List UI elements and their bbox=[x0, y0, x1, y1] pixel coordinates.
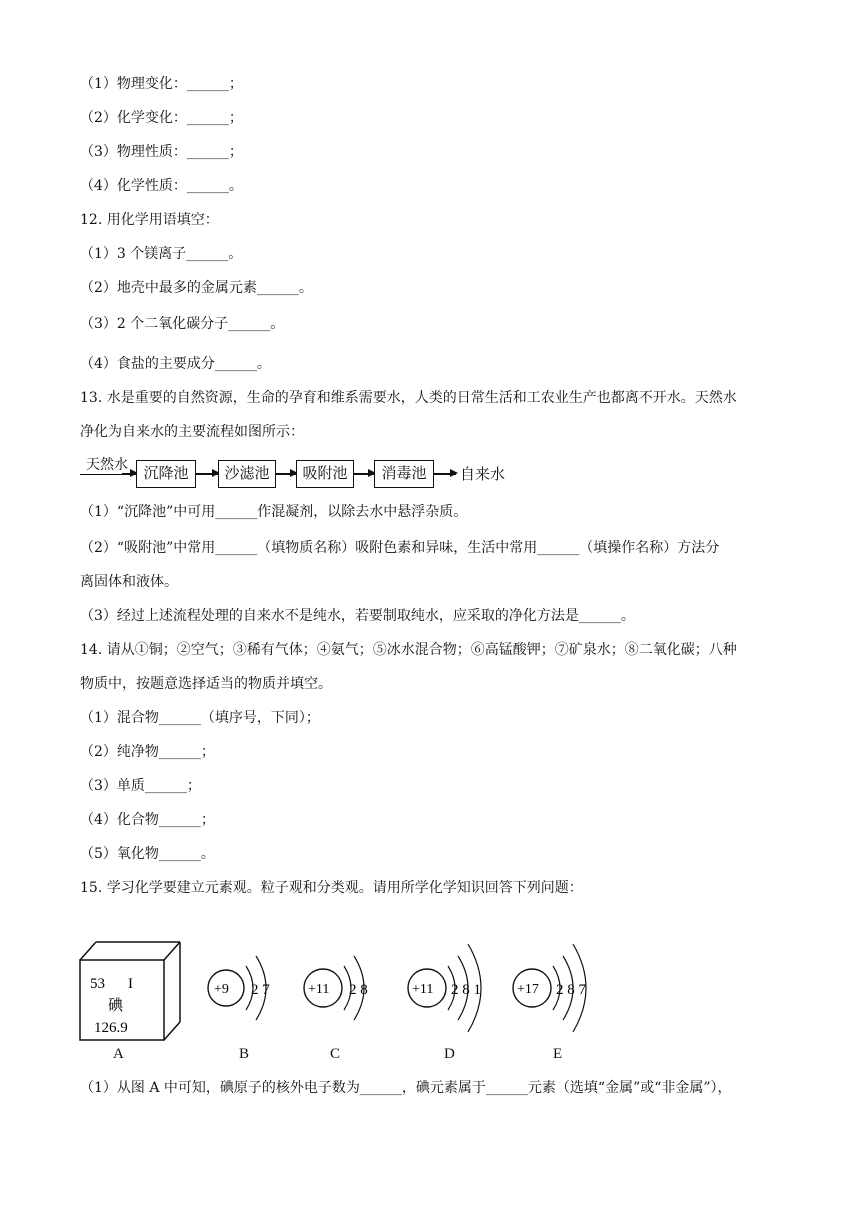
q14-item-3: （3）单质______； bbox=[80, 778, 201, 794]
flow-arrow bbox=[122, 473, 136, 475]
flow-step-1: 沉降池 bbox=[136, 460, 196, 488]
q11-item-3: （3）物理性质：______； bbox=[80, 144, 243, 160]
q12-item-3: （3）2 个二氧化碳分子______。 bbox=[80, 316, 285, 332]
q15-item-1: （1）从图 A 中可知，碘原子的核外电子数为______，碘元素属于______元素（选填“金属”或“非金属”）， bbox=[80, 1080, 732, 1096]
flow-step-4: 消毒池 bbox=[374, 460, 434, 488]
atom-diagram-d bbox=[408, 944, 481, 1032]
flow-arrow bbox=[434, 473, 456, 475]
nucleus-charge: +9 bbox=[214, 982, 229, 997]
electron-shells: 2 8 1 bbox=[451, 982, 481, 998]
cube-element-name: 碘 bbox=[108, 996, 124, 1014]
flow-arrow bbox=[276, 473, 296, 475]
flow-start-label: 天然水 bbox=[86, 457, 128, 473]
figure-label-d: D bbox=[444, 1046, 455, 1062]
cube-atomic-mass: 126.9 bbox=[94, 1020, 128, 1036]
atom-structure-figure bbox=[70, 930, 630, 1070]
atom-diagram-c bbox=[304, 956, 368, 1020]
flow-step-3: 吸附池 bbox=[296, 460, 354, 488]
q14-stem-line-2: 物质中，按题意选择适当的物质并填空。 bbox=[80, 676, 332, 692]
flow-step-2: 沙滤池 bbox=[218, 460, 276, 488]
figure-label-c: C bbox=[330, 1046, 341, 1062]
q12-item-1: （1）3 个镁离子______。 bbox=[80, 246, 243, 262]
q13-item-1: （1）“沉降池”中可用______作混凝剂，以除去水中悬浮杂质。 bbox=[80, 504, 468, 520]
q13-stem-line-1: 13. 水是重要的自然资源，生命的孕育和维系需要水，人类的日常生活和工农业生产也都离不开水。天然水 bbox=[80, 390, 737, 406]
cube-atomic-number: 53 bbox=[90, 976, 105, 992]
electron-shells: 2 7 bbox=[251, 982, 270, 998]
q11-item-2: （2）化学变化：______； bbox=[80, 110, 243, 126]
q14-item-5: （5）氧化物______。 bbox=[80, 846, 215, 862]
q12-item-2: （2）地壳中最多的金属元素______。 bbox=[80, 280, 313, 296]
q14-item-4: （4）化合物______； bbox=[80, 812, 215, 828]
atom-diagram-b bbox=[208, 956, 270, 1020]
q13-item-3: （3）经过上述流程处理的自来水不是纯水，若要制取纯水，应采取的净化方法是______。 bbox=[80, 608, 635, 624]
nucleus-charge: +11 bbox=[412, 982, 434, 997]
nucleus-charge: +11 bbox=[308, 982, 330, 997]
flow-end-label: 自来水 bbox=[460, 465, 506, 483]
electron-shells: 2 8 bbox=[349, 982, 368, 998]
figure-label-a: A bbox=[113, 1046, 124, 1062]
flow-arrow bbox=[196, 473, 218, 475]
q12-stem: 12. 用化学用语填空： bbox=[80, 212, 219, 228]
q14-item-2: （2）纯净物______； bbox=[80, 744, 215, 760]
atom-diagram-e bbox=[513, 944, 587, 1032]
q13-item-2: （2）“吸附池”中常用______（填物质名称）吸附色素和异味，生活中常用______（填操作名称）方法分 bbox=[80, 540, 720, 556]
electron-shells: 2 8 7 bbox=[556, 982, 586, 998]
q15-stem: 15. 学习化学要建立元素观。粒子观和分类观。请用所学化学知识回答下列问题： bbox=[80, 880, 583, 896]
figure-label-b: B bbox=[239, 1046, 250, 1062]
q13-item-2-cont: 离固体和液体。 bbox=[80, 574, 178, 590]
q11-item-4: （4）化学性质：______。 bbox=[80, 178, 243, 194]
q11-item-1: （1）物理变化：______； bbox=[80, 76, 243, 92]
flow-arrow bbox=[354, 473, 374, 475]
figure-label-e: E bbox=[553, 1046, 563, 1062]
q12-item-4: （4）食盐的主要成分______。 bbox=[80, 356, 271, 372]
q14-item-1: （1）混合物______（填序号，下同）； bbox=[80, 710, 320, 726]
atom-figure-svg bbox=[70, 930, 630, 1070]
water-purification-flowchart bbox=[80, 448, 540, 498]
q13-stem-line-2: 净化为自来水的主要流程如图所示： bbox=[80, 424, 304, 440]
cube-symbol: I bbox=[128, 976, 133, 992]
q14-stem-line-1: 14. 请从①铜；②空气；③稀有气体；④氨气；⑤冰水混合物；⑥高锰酸钾；⑦矿泉水；⑧二氧化碳；八种 bbox=[80, 642, 737, 658]
nucleus-charge: +17 bbox=[517, 982, 539, 997]
